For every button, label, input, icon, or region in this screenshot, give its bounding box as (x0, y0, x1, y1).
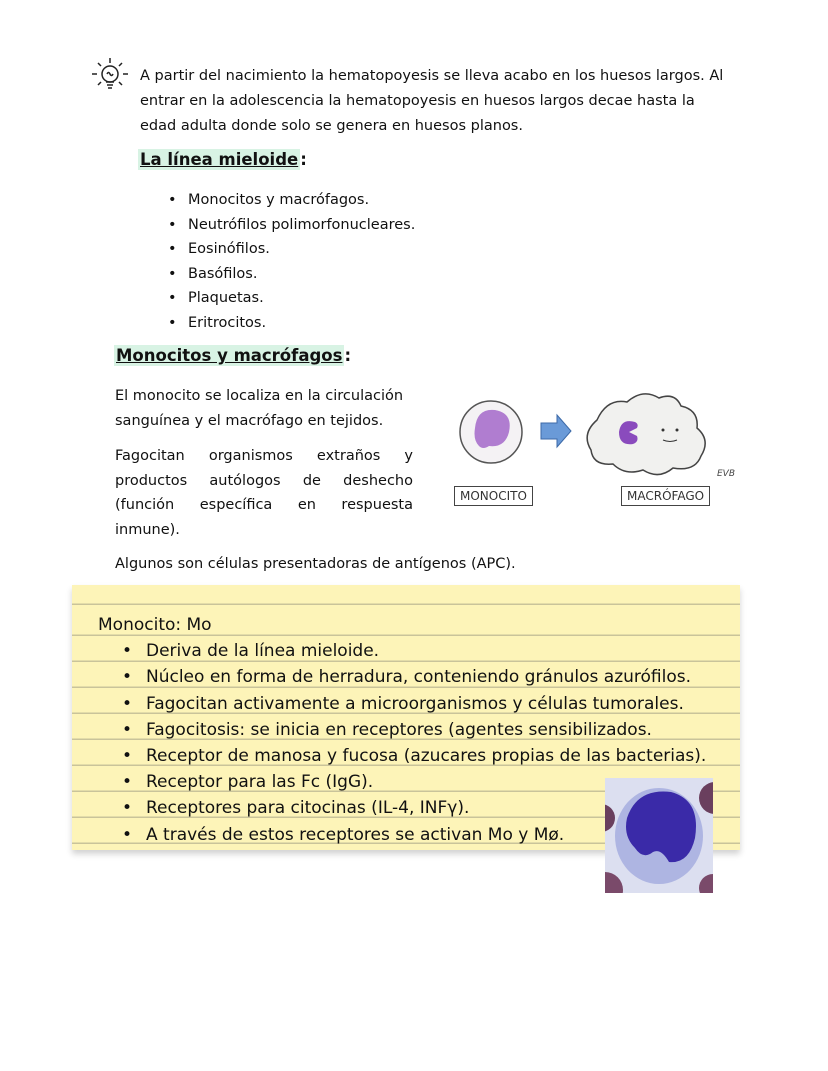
note-title: Monocito: Mo (98, 615, 212, 635)
list-item: • Eosinófilos. (164, 237, 415, 262)
monocyte-micrograph (605, 778, 713, 893)
signature: EVB (717, 469, 736, 479)
list-item: • Eritrocitos. (164, 311, 415, 336)
list-item: • Receptores para citocinas (IL-4, INFγ). (98, 795, 706, 821)
list-item: • Basófilos. (164, 262, 415, 287)
monocito-label: MONOCITO (454, 486, 533, 506)
list-item: • Neutrófilos polimorfonucleares. (164, 213, 415, 238)
list-item: • Receptor para las Fc (IgG). (98, 769, 706, 795)
intro-paragraph: A partir del nacimiento la hematopoyesis se lleva acabo en los huesos largos. Al entrar en la adolescencia la hematopoyesis en huesos largos decae hasta la edad adulta donde solo se genera en huesos planos. (140, 68, 724, 134)
list-item: • Receptor de manosa y fucosa (azucares propias de las bacterias). (98, 743, 706, 769)
myeloid-list (164, 188, 415, 335)
monocytes-paragraph-3: Algunos son células presentadoras de antígenos (APC). (115, 556, 516, 572)
monocyte-macrophage-illustration (455, 380, 755, 480)
lightbulb-icon (88, 54, 132, 98)
list-item: • Deriva de la línea mieloide. (98, 638, 706, 664)
macrofago-label: MACRÓFAGO (621, 486, 710, 506)
list-item: • Núcleo en forma de herradura, conteniendo gránulos azurófilos. (98, 664, 706, 690)
list-item: • Fagocitosis: se inicia en receptores (agentes sensibilizados. (98, 717, 706, 743)
list-item: • Monocitos y macrófagos. (164, 188, 415, 213)
monocytes-paragraph-2: Fagocitan organismos extraños y productos autólogos de deshecho (función específica en respuesta inmune). (115, 448, 413, 538)
list-item: • Plaquetas. (164, 286, 415, 311)
myeloid-heading: La línea mieloide : (140, 150, 307, 169)
list-item: • A través de estos receptores se activan Mo y Mø. (98, 822, 706, 848)
monocytes-paragraph-1: El monocito se localiza en la circulación sanguínea y el macrófago en tejidos. (115, 388, 404, 429)
list-item: • Fagocitan activamente a microorganismos y células tumorales. (98, 691, 706, 717)
monocytes-heading: Monocitos y macrófagos : (116, 346, 352, 365)
